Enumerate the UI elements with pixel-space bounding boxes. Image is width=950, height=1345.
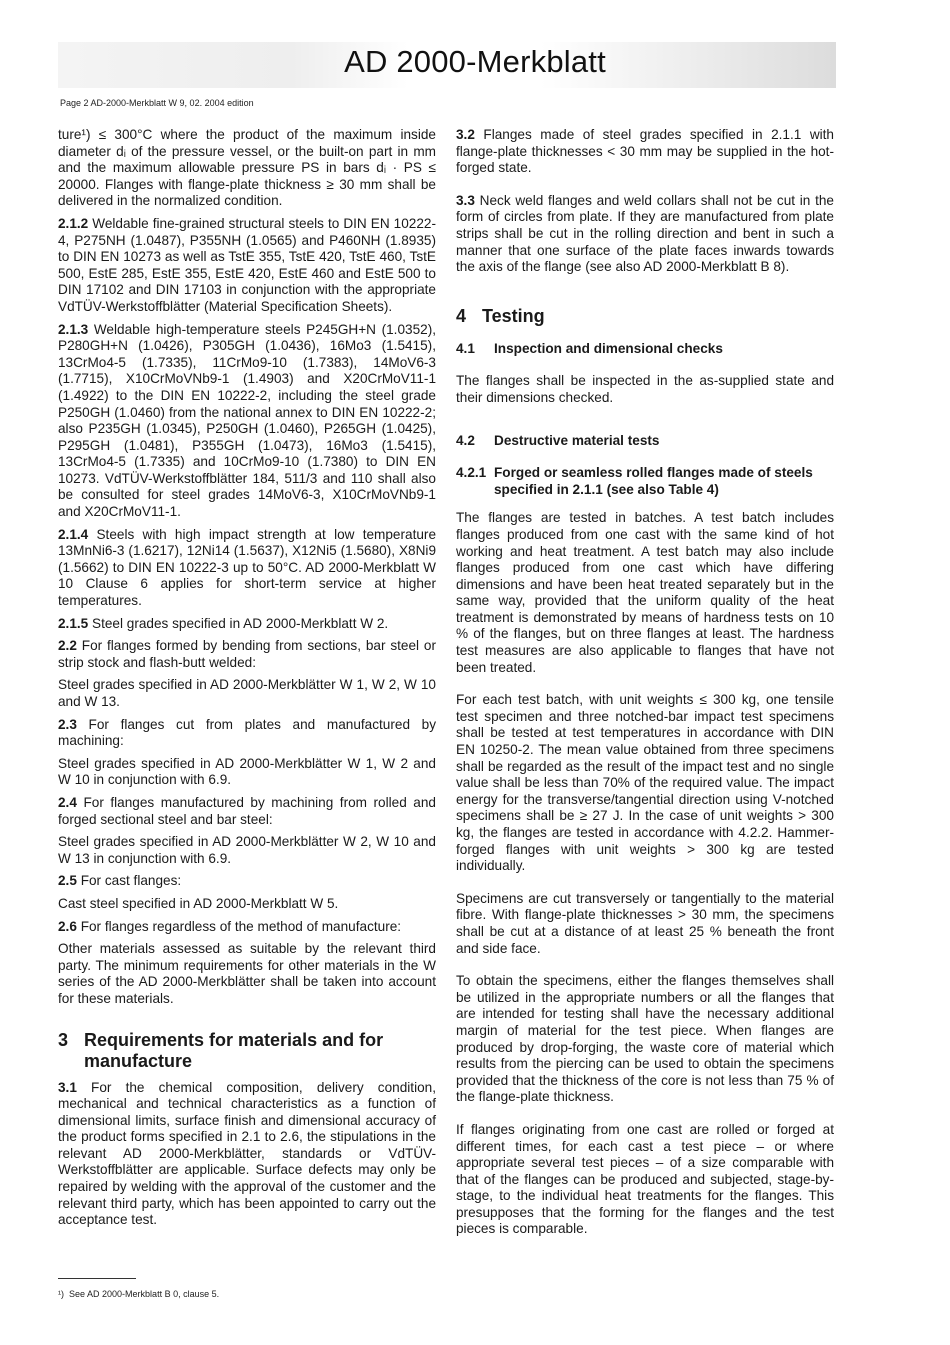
paragraph-test-batch: For each test batch, with unit weights ≤ 300 kg, one tensile test specimen and three notched-bar impact test specimens shall be tested at test temperatures in accordance with DIN EN 10250-2. The mean value obtained from three specimens shall be regarded as the result of the impact test and no single value shall be less than 70% of the required value. The impact energy for the transverse/tangential direction using V-notched specimens shall be ≥ 27 J. In the case of unit weights > 300 kg, the flanges are tested in accordance with 4.2.2. Hammer-forged flanges with unit weights > 300 kg are tested individually.	[456, 692, 834, 874]
heading-number: 4	[456, 305, 467, 326]
heading-text: Requirements for materials and for manufacture	[84, 1029, 384, 1071]
section-number: 2.1.2	[58, 215, 89, 231]
right-column	[456, 127, 834, 1244]
section-number: 3.1	[58, 1079, 77, 1095]
heading-4-2	[456, 433, 834, 450]
section-2-4-body: Steel grades specified in AD 2000-Merkblätter W 2, W 10 and W 13 in conjunction with 6.9.	[58, 834, 436, 866]
section-text: Steels with high impact strength at low temperature 13MnNi6-3 (1.6217), 12Ni14 (1.5637), X12Ni5 (1.5680), X8Ni9 (1.5662) to DIN EN 10222-3 up to 50°C. AD 2000-Merkblatt W 10 Clause 6 applies for short-term service at higher temperatures.	[58, 526, 437, 609]
section-2-2-body: Steel grades specified in AD 2000-Merkblätter W 1, W 2, W 10 and W 13.	[58, 677, 436, 709]
section-number: 2.6	[58, 918, 77, 934]
section-number: 2.3	[58, 716, 77, 732]
section-number: 3.3	[456, 192, 475, 208]
section-2-1-2	[58, 216, 436, 316]
section-2-1-3	[58, 322, 436, 521]
footnote-mark: ¹)	[58, 1289, 64, 1299]
heading-text: Testing	[482, 305, 545, 326]
section-2-1-4	[58, 527, 436, 610]
section-2-5	[58, 873, 436, 890]
heading-text: Inspection and dimensional checks	[494, 340, 723, 356]
section-number: 2.1.4	[58, 526, 89, 542]
page-reference: Page 2 AD-2000-Merkblatt W 9, 02. 2004 edition	[60, 98, 254, 108]
section-3-3	[456, 193, 834, 276]
section-2-3-body: Steel grades specified in AD 2000-Merkblätter W 1, W 2 and W 10 in conjunction with 6.9.	[58, 755, 436, 788]
heading-number: 3	[58, 1029, 69, 1050]
section-3-1	[58, 1080, 436, 1229]
heading-section-4	[456, 306, 834, 327]
section-number: 3.2	[456, 127, 475, 142]
paragraph-batches: The flanges are tested in batches. A test batch includes flanges produced from one cast with the same kind of hot working and heat treatment. A test batch may also include flanges produced from one cast which have differing dimensions and have been heat treated separately but in the same way, provided that the uniform quality of the heat treatment is demonstrated by means of hardness tests on 10 % of the flanges, but on three flanges at least. The hardness test measures are also applicable to flanges that have not been treated.	[456, 510, 834, 675]
section-text: Weldable fine-grained structural steels to DIN EN 10222-4, P275NH (1.0487), P355NH (1.0565) and P460NH (1.8935) to DIN EN 10273 as well as TstE 355, TstE 420, TstE 460, TstE 500, EstE 285, EstE 355, EstE 420, EstE 460 and EstE 500 to DIN 17102 and DIN 17103 in conjunction with the appropriate VdTÜV-Werkstoffblätter (Material Specification Sheets).	[58, 215, 437, 314]
section-number: 2.1.3	[58, 321, 89, 337]
heading-text: Destructive material tests	[494, 432, 660, 448]
section-text: For the chemical composition, delivery condition, mechanical and technical characteristics as a function of dimensional limits, surface finish and dimensional accuracy of the product forms specified in 2.1 to 2.6, the stipulations in the relevant AD 2000-Merkblätter, standards or VdTÜV-Werkstoffblätter are applicable. Surface defects may only be repaired by welding with the approval of the customer and the relevant third party, which has been appointed to carry out the acceptance test.	[58, 1079, 436, 1228]
paragraph-continued: ture¹) ≤ 300°C where the product of the maximum inside diameter dᵢ of the pressure vessel, or the built-on part in mm and the maximum allowable pressure PS in bars dᵢ · PS ≤ 20000. Flanges with flange-plate thickness ≥ 30 mm shall be delivered in the normalized condition.	[58, 127, 436, 209]
left-column	[58, 127, 436, 1235]
heading-number: 4.2.1	[456, 465, 487, 481]
section-number: 2.2	[58, 638, 77, 654]
heading-section-3	[58, 1030, 436, 1072]
heading-text: Forged or seamless rolled flanges made of steels specified in 2.1.1 (see also Table 4)	[494, 465, 813, 497]
section-text: Steel grades specified in AD 2000-Merkblatt W 2.	[92, 615, 389, 631]
section-text: Neck weld flanges and weld collars shall not be cut in the form of circles from plate. If they are manufactured from plate strips shall be cut in the rolling direction and bent in such a manner that one surface of the plate faces inwards towards the axis of the flange (see also AD 2000-Merkblatt B 8).	[456, 192, 834, 275]
section-2-1-5	[58, 616, 436, 633]
paragraph-specimens: Specimens are cut transversely or tangentially to the material fibre. With flange-plate thicknesses > 30 mm, the specimens shall be cut at a distance of at least 25 % beneath the front and side face.	[456, 890, 834, 956]
section-number: 2.4	[58, 794, 77, 810]
section-text: For flanges cut from plates and manufactured by machining:	[58, 716, 436, 749]
section-2-6-body: Other materials assessed as suitable by the relevant third party. The minimum requirements for other materials in the W series of the AD 2000-Merkblätter shall be taken into account for these materials.	[58, 941, 436, 1006]
heading-4-1	[456, 341, 834, 358]
heading-number: 4.1	[456, 340, 475, 356]
heading-number: 4.2	[456, 432, 475, 448]
footnote-text: See AD 2000-Merkblatt B 0, clause 5.	[69, 1289, 220, 1299]
section-4-1-body: The flanges shall be inspected in the as-supplied state and their dimensions checked.	[456, 373, 834, 405]
section-text: For flanges regardless of the method of manufacture:	[80, 918, 402, 934]
paragraph-different-times: If flanges originating from one cast are rolled or forged at different times, for each cast a test piece – or where appropriate several test pieces – of a size comparable with that of the flanges can be produced and subjected, stage-by-stage, to the individual heat treatments for the flanges. This presupposes that the forming for the flanges and the test pieces is comparable.	[456, 1121, 834, 1237]
footnote	[58, 1289, 219, 1299]
section-text: For flanges formed by bending from sections, bar steel or strip stock and flash-butt welded:	[58, 638, 436, 670]
section-2-2	[58, 638, 436, 671]
footnote-rule	[58, 1278, 136, 1279]
section-number: 2.5	[58, 873, 77, 889]
section-2-4	[58, 795, 436, 828]
page-title: AD 2000-Merkblatt	[344, 44, 606, 79]
section-text: For flanges manufactured by machining from rolled and forged sectional steel and bar steel:	[58, 794, 436, 827]
paragraph-obtain-specimens: To obtain the specimens, either the flanges themselves shall be utilized in the appropriate numbers or all the flanges that are intended for testing shall have the necessary additional margin of material for the test piece. When flanges are produced by drop-forging, the waste core of material which results from the piercing can be used to obtain the specimens provided that the thickness of the core is not less than 75 % of the flange-plate thickness.	[456, 973, 834, 1105]
section-number: 2.1.5	[58, 615, 89, 631]
section-3-2	[456, 127, 834, 177]
section-text: Flanges made of steel grades specified in 2.1.1 with flange-plate thicknesses < 30 mm may be supplied in the hot-forged state.	[456, 127, 834, 176]
section-2-5-body: Cast steel specified in AD 2000-Merkblatt W 5.	[58, 895, 339, 911]
section-2-6	[58, 919, 436, 936]
section-text: For cast flanges:	[80, 873, 182, 889]
section-2-3	[58, 717, 436, 750]
heading-4-2-1	[456, 465, 834, 498]
section-text: Weldable high-temperature steels P245GH+N (1.0352), P280GH+N (1.0426), P305GH (1.0436), 16Mo3 (1.5415), 13CrMo4-5 (1.7335), 11CrMo9-10 (1.7383), 14MoV6-3 (1.7715), X10CrMoVNb9-1 (1.4903) and X20CrMoV11-1 (1.4922) to the DIN EN 10222-2, including the steel grade P250GH (1.0460) from the national annex to DIN EN 10222-2; also P235GH (1.0345), P250GH (1.0460), P265GH (1.0425), P295GH (1.0481), P355GH (1.0473), 16Mo3 (1.5415), 13CrMo4-5 (1.7335) and 10CrMo9-10 (1.7380) to DIN EN 10273. VdTÜV-Werkstoffblätter 184, 511/3 and 110 shall also be consulted for steel grades 14MoV6-3, X10CrMoVNb9-1 and X20CrMoV11-1.	[58, 321, 436, 520]
